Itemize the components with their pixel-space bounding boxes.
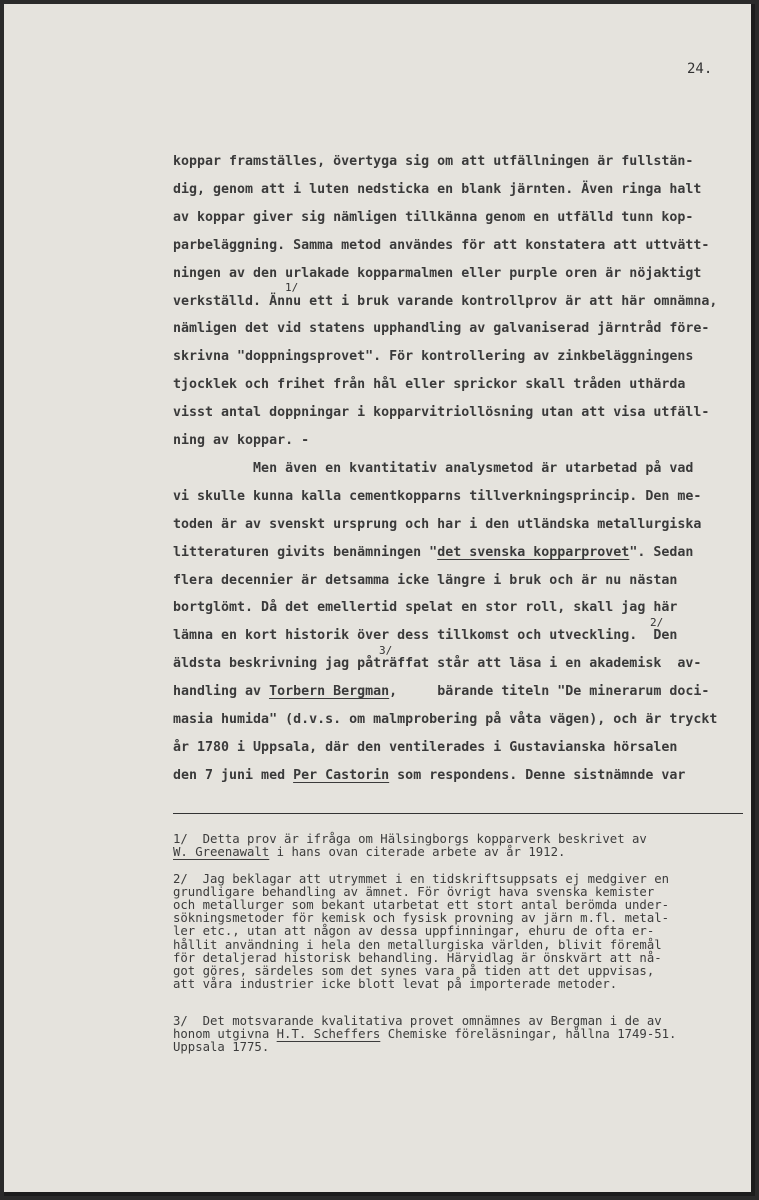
text-segment: och metallurger som bekant utarbetat ett stort antal berömda under- — [173, 898, 670, 913]
footnote-divider — [173, 813, 743, 814]
text-segment: tjocklek och frihet från hål eller sprickor skall tråden uthärda — [173, 377, 686, 393]
text-segment: , bärande titeln "De minerarum doci- — [389, 684, 710, 700]
footnote-line — [173, 939, 662, 952]
underlined-text: Per Castorin — [293, 767, 390, 783]
text-segment: nämligen det vid statens upphandling av galvaniserad järntråd före- — [173, 321, 710, 337]
footnote-line — [173, 899, 669, 912]
body-line — [173, 377, 685, 393]
text-segment: masia humida" (d.v.s. om malmprobering på våta vägen), och är tryckt — [173, 712, 718, 727]
text-segment: verkställd. Ännu ett i bruk varande kontrollprov är att här omnämna, — [173, 293, 718, 309]
text-segment: bortglömt. Då det emellertid spelat en stor roll, skall jag här — [173, 600, 678, 616]
body-line — [173, 740, 677, 756]
body-line — [173, 182, 701, 198]
text-segment: ". Sedan — [629, 544, 694, 560]
text-segment: i hans ovan citerade arbete av år 1912. — [269, 845, 566, 860]
document-page — [4, 4, 755, 1196]
text-segment: parbeläggning. Samma metod användes för att konstatera att uttvätt- — [173, 237, 710, 253]
underlined-text: H.T. Scheffers — [276, 1027, 381, 1042]
text-segment: sökningsmetoder för kemisk och fysisk provning av järn m.fl. metal- — [173, 911, 670, 926]
text-segment: grundligare behandling av ämnet. För övrigt hava svenska kemister — [173, 885, 655, 900]
footnote-line — [173, 952, 662, 965]
text-segment: 1/ Detta prov är ifråga om Hälsingborgs kopparverk beskrivet av — [173, 832, 647, 846]
body-line — [173, 238, 709, 254]
text-segment: ningen av den urlakade kopparmalmen eller purple oren är nöjaktigt — [173, 265, 702, 281]
body-line — [173, 545, 693, 561]
body-line — [173, 489, 701, 505]
footnote-mark-2: 2/ — [650, 616, 664, 629]
text-segment: ning av koppar. - — [173, 433, 310, 448]
underlined-text: det svenska kopparprovet — [437, 544, 630, 560]
text-segment: toden är av svenskt ursprung och har i den utländska metallurgiska — [173, 516, 702, 532]
text-segment: 2/ Jag beklagar att utrymmet i en tidskriftsuppsats ej medgiver en — [173, 872, 670, 886]
text-segment: skrivna "doppningsprovet". För kontrollering av zinkbeläggningens — [173, 349, 694, 365]
footnote-mark-3: 3/ — [379, 644, 393, 657]
text-segment: år 1780 i Uppsala, där den ventilerades i Gustavianska hörsalen — [173, 739, 678, 755]
footnote-line — [173, 1015, 662, 1028]
footnote-line — [173, 965, 654, 978]
footnote-line — [173, 912, 669, 925]
text-segment: koppar framställes, övertyga sig om att utfällningen är fullstän- — [173, 154, 694, 169]
footnote-mark-1: 1/ — [285, 281, 299, 294]
underlined-text: Torbern Bergman — [269, 684, 390, 700]
body-line — [173, 154, 693, 170]
text-segment: av koppar giver sig nämligen tillkänna genom en utfälld tunn kop- — [173, 209, 694, 225]
text-segment: för detaljerad historisk behandling. Härvidlag är önskvärt att nå- — [173, 950, 662, 965]
body-line — [173, 712, 717, 728]
text-segment: Uppsala 1775. — [173, 1040, 270, 1055]
body-line — [173, 656, 701, 672]
body-line — [173, 405, 709, 421]
footnote-line — [173, 978, 617, 991]
body-line — [173, 349, 693, 365]
body-line — [173, 628, 677, 644]
text-segment: ler etc., utan att någon av dessa uppfinningar, ehuru de ofta er- — [173, 924, 655, 939]
body-line — [173, 266, 701, 282]
text-segment: dig, genom att i luten nedsticka en blank järnten. Även ringa halt — [173, 181, 702, 197]
text-segment: Men även en kvantitativ analysmetod är utarbetad på vad — [173, 460, 694, 476]
text-segment: visst antal doppningar i kopparvitriollösning utan att visa utfäll- — [173, 405, 710, 421]
footnote-line — [173, 833, 647, 846]
footnote-line — [173, 873, 669, 886]
footnote-line — [173, 925, 654, 938]
text-segment: Chemiske föreläsningar, hållna 1749-51. — [380, 1027, 677, 1042]
text-segment: honom utgivna — [173, 1027, 277, 1042]
text-segment: litteraturen givits benämningen " — [173, 544, 438, 560]
body-line — [173, 768, 685, 784]
text-segment: handling av — [173, 684, 270, 700]
text-segment: lämna en kort historik över dess tillkomst och utveckling. Den — [173, 628, 678, 644]
body-line — [173, 294, 717, 310]
footnote-line — [173, 1028, 676, 1041]
body-line — [173, 684, 709, 700]
page-number: 24. — [687, 61, 713, 77]
text-segment: got göres, särdeles som det synes vara på tiden att det uppvisas, — [173, 963, 655, 978]
text-segment: flera decennier är detsamma icke längre i bruk och är nu nästan — [173, 572, 678, 588]
text-segment: hållit användning i hela den metallurgiska världen, blivit föremål — [173, 937, 662, 952]
text-segment: vi skulle kunna kalla cementkopparns tillverkningsprincip. Den me- — [173, 488, 702, 504]
text-segment: äldsta beskrivning jag påträffat står att läsa i en akademisk av- — [173, 656, 702, 672]
body-line — [173, 210, 693, 226]
text-segment: 3/ Det motsvarande kvalitativa provet omnämnes av Bergman i de av — [173, 1014, 662, 1028]
body-line — [173, 517, 701, 533]
underlined-text: W. Greenawalt — [173, 845, 270, 860]
body-line — [173, 600, 677, 616]
body-line — [173, 433, 309, 449]
body-line — [173, 461, 693, 477]
text-segment: den 7 juni med — [173, 767, 294, 783]
text-segment: som respondens. Denne sistnämnde var — [389, 767, 686, 783]
footnote-line — [173, 1041, 269, 1054]
body-line — [173, 573, 677, 589]
footnote-line — [173, 846, 565, 859]
body-line — [173, 321, 709, 337]
footnote-line — [173, 886, 654, 899]
text-segment: att våra industrier icke blott levat på importerade metoder. — [173, 976, 618, 991]
